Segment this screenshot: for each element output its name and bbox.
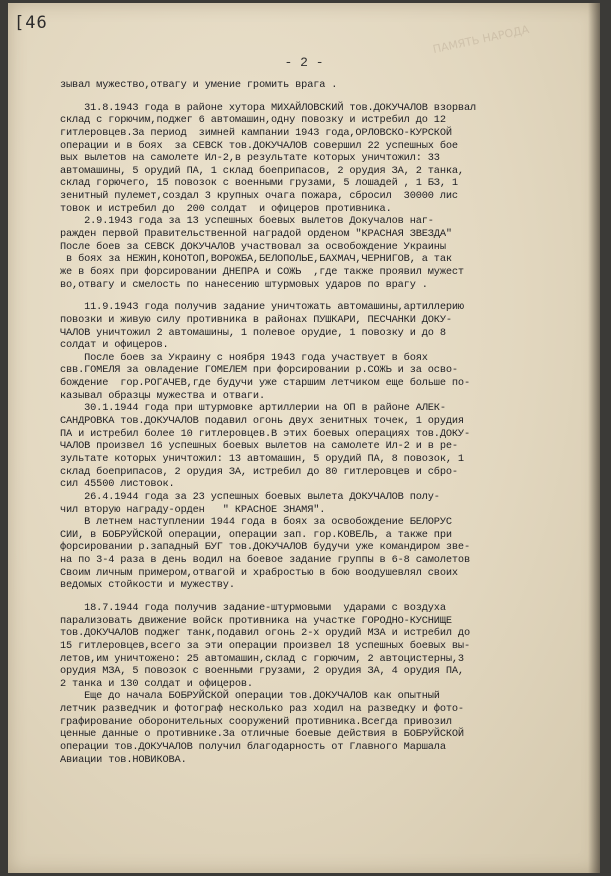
- text-line: Своим личным примером,отвагой и храбростью в бою воодушевлял своих: [60, 566, 458, 579]
- text-line: тов.ДОКУЧАЛОВ поджег танк,подавил огонь 2-х орудий МЗА и истребил до: [60, 627, 470, 640]
- text-line: склад боеприпасов, 2 орудия ЗА, истребил до 80 гитлеровцев и сбро-: [60, 465, 458, 478]
- text-line: солдат и офицеров.: [60, 339, 169, 352]
- document-body: [60, 79, 594, 766]
- text-line: на по 3-4 раза в день водил на боевое задание группы в 6-8 самолетов: [60, 554, 470, 567]
- text-line: САНДРОВКА тов.ДОКУЧАЛОВ подавил огонь двух зенитных точек, 1 орудия: [60, 415, 464, 428]
- text-line: гитлеровцев.За период зимней кампании 1943 года,ОРЛОВСКО-КУРСКОЙ: [60, 126, 452, 139]
- text-line: СИИ, в БОБРУЙСКОЙ операции, операции зап. гор.КОВЕЛЬ, а также при: [60, 528, 452, 541]
- text-line: 31.8.1943 года в районе хутора МИХАЙЛОВСКИЙ тов.ДОКУЧАЛОВ взорвал: [60, 101, 477, 114]
- text-line: повозки и живую силу противника в районах ПУШКАРИ, ПЕСЧАНКИ ДОКУ-: [60, 313, 452, 326]
- text-line: Еще до начала БОБРУЙСКОЙ операции тов.ДОКУЧАЛОВ как опытный: [60, 690, 440, 703]
- watermark: ПАМЯТЬ НАРОДА: [431, 22, 531, 57]
- text-line: сил 45500 листовок.: [60, 478, 175, 491]
- text-line: вых вылетов на самолете Ил-2,в результате которых уничтожил: 33: [60, 152, 440, 165]
- text-line: же в боях при форсировании ДНЕПРА и СОЖЬ ,где также проявил мужест: [60, 265, 464, 278]
- text-line: графирование оборонительных сооружений противника.Всегда привозил: [60, 715, 452, 728]
- text-line: ЧАЛОВ произвел 16 успешных боевых вылетов на самолете Ил-2 и в ре-: [60, 440, 458, 453]
- text-line: ценные данные о противнике.За отличные боевые действия в БОБРУЙСКОЙ: [60, 728, 464, 741]
- text-line: зывал мужество,отвагу и умение громить врага .: [60, 79, 338, 91]
- paragraph-gap: [60, 291, 594, 301]
- text-line: После боев за Украину с ноября 1943 года участвует в боях: [60, 351, 428, 364]
- text-line: 2.9.1943 года за 13 успешных боевых вылетов Докучалов наг-: [60, 215, 434, 228]
- text-line: орудия МЗА, 5 повозок с военными грузами, 2 орудия ЗА, 4 орудия ПА,: [60, 665, 464, 678]
- text-line: зенитный пулемет,создал 3 крупных очага пожара, сбросил 30000 лис: [60, 190, 458, 203]
- text-line: В летнем наступлении 1944 года в боях за освобождение БЕЛОРУС: [60, 516, 452, 529]
- text-line: 2 танка и 130 солдат и офицеров.: [60, 677, 253, 690]
- document-page: [8, 3, 600, 873]
- text-line: склад горючего, 15 повозок с военными грузами, 5 лошадей , 1 БЗ, 1: [60, 177, 458, 190]
- text-line: После боев за СЕВСК ДОКУЧАЛОВ участвовал за освобождение Украины: [60, 240, 446, 253]
- page-number: - 2 -: [284, 55, 324, 70]
- text-line: 18.7.1944 года получив задание-штурмовыми ударами с воздуха: [60, 601, 446, 614]
- text-line: в боях за НЕЖИН,КОНОТОП,ВОРОЖБА,БЕЛОПОЛЬЕ,БАХМАЧ,ЧЕРНИГОВ, а так: [60, 253, 452, 266]
- text-line: летов,им уничтожено: 25 автомашин,склад с горючим, 2 автоцистерны,3: [60, 652, 464, 665]
- text-line: операции и в боях за СЕВСК тов.ДОКУЧАЛОВ совершил 22 успешных бое: [60, 139, 458, 152]
- text-line: форсировании р.западный БУГ тов.ДОКУЧАЛОВ будучи уже командиром зве-: [60, 541, 470, 554]
- text-line: летчик разведчик и фотограф несколько раз ходил на разведку и фото-: [60, 703, 464, 716]
- text-line: бождение гор.РОГАЧЕВ,где будучи уже старшим летчиком еще больше по-: [60, 377, 470, 390]
- text-line: во,отвагу и смелость по нанесению штурмовых ударов по врагу .: [60, 278, 428, 291]
- text-line: зультате которых уничтожил: 13 автомашин, 5 орудий ПА, 8 повозок, 1: [60, 452, 464, 465]
- text-line: ражден первой Правительственной наградой орденом "КРАСНАЯ ЗВЕЗДА": [60, 228, 452, 241]
- text-line: ПА и истребил более 10 гитлеровцев.В этих боевых операциях тов.ДОКУ-: [60, 427, 470, 440]
- text-line: автомашины, 5 орудий ПА, 1 склад боеприпасов, 2 орудия ЗА, 2 танка,: [60, 164, 464, 177]
- paragraph-gap: [60, 92, 594, 102]
- paragraph-gap: [60, 592, 594, 602]
- folio-number: [46: [14, 13, 48, 33]
- text-line: свв.ГОМЕЛЯ за овладение ГОМЕЛЕМ при форсировании р.СОЖЬ и за осво-: [60, 364, 458, 377]
- text-line: товок и истребил до 200 солдат и офицеров противника.: [60, 202, 392, 215]
- text-line: 11.9.1943 года получив задание уничтожать автомашины,артиллерию: [60, 301, 464, 314]
- text-line: парализовать движение войск противника на участке ГОРОДНО-КУСНИЩЕ: [60, 614, 452, 627]
- text-line: 26.4.1944 года за 23 успешных боевых вылета ДОКУЧАЛОВ полу-: [60, 490, 440, 503]
- text-line: чил вторую награду-орден " КРАСНОЕ ЗНАМЯ".: [60, 503, 326, 516]
- text-line: ведомых стойкости и мужеству.: [60, 579, 235, 592]
- text-line: 30.1.1944 года при штурмовке артиллерии на ОП в районе АЛЕК-: [60, 402, 446, 415]
- text-line: 15 гитлеровцев,всего за эти операции произвел 18 успешных боевых вы-: [60, 639, 470, 652]
- text-line: операции тов.ДОКУЧАЛОВ получил благодарность от Главного Маршала: [60, 741, 446, 754]
- text-line: склад с горючим,поджег 6 автомашин,одну повозку и истребил до 12: [60, 114, 446, 127]
- text-line: Авиации тов.НОВИКОВА.: [60, 753, 187, 766]
- text-line: казывал образцы мужества и отваги.: [60, 389, 265, 402]
- text-line: ЧАЛОВ уничтожил 2 автомашины, 1 полевое орудие, 1 повозку и до 8: [60, 326, 446, 339]
